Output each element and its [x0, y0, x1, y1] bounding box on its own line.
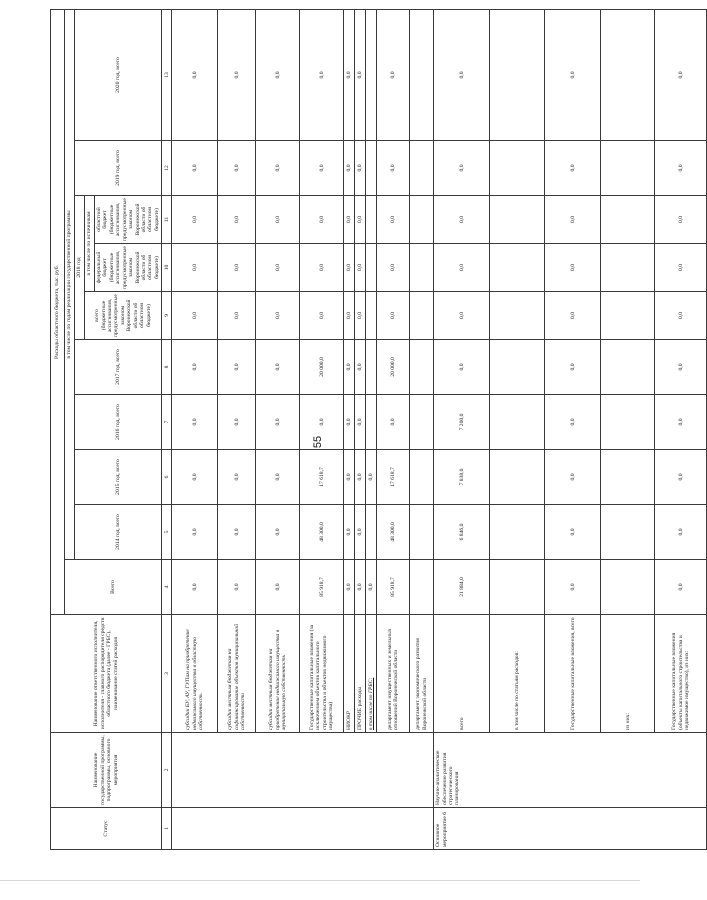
value-2015: 0,0	[256, 450, 300, 505]
value-2018-regional: 0,0	[355, 196, 366, 244]
value-total: 0,0	[218, 560, 256, 615]
value-2016: 0,0	[256, 395, 300, 450]
value-2018-federal	[366, 244, 377, 292]
value-2019: 0,0	[545, 141, 601, 196]
value-2015	[490, 450, 545, 505]
value-2018-federal: 0,0	[344, 244, 355, 292]
value-2017	[410, 340, 434, 395]
value-2018-federal: 0,0	[172, 244, 218, 292]
value-2016: 0,0	[344, 395, 355, 450]
value-2018-all: 0,0	[256, 292, 300, 340]
row-label: НИОКР	[344, 615, 355, 733]
value-2014: 0,0	[655, 505, 707, 560]
rotated-table-container	[50, 10, 690, 850]
header-2016: 2016 год, всего	[75, 395, 162, 450]
column-number: 11	[162, 196, 172, 244]
program-name-cell: Научно-аналитическое обеспечение развития стратегического планирования	[434, 733, 707, 808]
column-number: 6	[162, 450, 172, 505]
value-total: 0,0	[256, 560, 300, 615]
header-program-name: Наименование государственной программы, подпрограммы, основного мероприятия	[51, 733, 162, 808]
value-2018-all	[490, 292, 545, 340]
value-2015: 0,0	[545, 450, 601, 505]
table-row	[410, 10, 434, 850]
value-total: 0,0	[366, 560, 377, 615]
value-2018-regional: 0,0	[300, 196, 344, 244]
value-total: 0,0	[655, 560, 707, 615]
column-number: 13	[162, 10, 172, 141]
table-row	[256, 10, 300, 850]
value-2016: 7 200,0	[434, 395, 490, 450]
value-2018-regional	[410, 196, 434, 244]
value-2018-federal	[601, 244, 655, 292]
value-2019	[366, 141, 377, 196]
row-label: всего	[434, 615, 490, 733]
column-number: 12	[162, 141, 172, 196]
column-number: 9	[162, 292, 172, 340]
value-2016: 0,0	[300, 395, 344, 450]
value-2018-all: 0,0	[545, 292, 601, 340]
value-2020	[601, 10, 655, 141]
value-2014: 0,0	[355, 505, 366, 560]
value-2014: 0,0	[172, 505, 218, 560]
header-status: Статус	[51, 808, 162, 850]
value-2018-all: 0,0	[300, 292, 344, 340]
value-2014: 48 300,0	[377, 505, 410, 560]
value-2015: 7 838,0	[434, 450, 490, 505]
program-name-cell	[172, 733, 434, 808]
value-2014: 48 300,0	[300, 505, 344, 560]
value-2015: 0,0	[655, 450, 707, 505]
value-2016	[366, 395, 377, 450]
value-2019: 0,0	[256, 141, 300, 196]
value-2014: 0,0	[344, 505, 355, 560]
value-2019: 0,0	[377, 141, 410, 196]
value-2018-regional: 0,0	[545, 196, 601, 244]
value-total: 0,0	[355, 560, 366, 615]
table-row	[434, 10, 490, 850]
value-2018-regional	[366, 196, 377, 244]
header-total: Всего	[65, 560, 162, 615]
table-row	[355, 10, 366, 850]
value-total: 85 918,7	[377, 560, 410, 615]
value-2017	[490, 340, 545, 395]
value-2015	[410, 450, 434, 505]
value-2014	[490, 505, 545, 560]
header-2015: 2015 год, всего	[75, 450, 162, 505]
row-label: в том числе по ГРБС:	[366, 615, 377, 733]
column-number: 7	[162, 395, 172, 450]
value-2016: 0,0	[655, 395, 707, 450]
value-2020	[490, 10, 545, 141]
table-row	[377, 10, 410, 850]
value-2018-federal: 0,0	[545, 244, 601, 292]
row-label: департамент экономического развития Воронежской области	[410, 615, 434, 733]
page-number: 55	[312, 435, 324, 449]
table-row	[300, 10, 344, 850]
value-2014	[410, 505, 434, 560]
header-2017: 2017 год, всего	[75, 340, 162, 395]
value-2015: 0,0	[344, 450, 355, 505]
row-label: Государственные капитальные вложения (объекты капитального строительства и недвижимое имущество), из них:	[655, 615, 707, 733]
value-2018-federal: 0,0	[256, 244, 300, 292]
table-row	[172, 10, 218, 850]
column-number: 4	[162, 560, 172, 615]
value-2019: 0,0	[218, 141, 256, 196]
table-row	[545, 10, 601, 850]
value-2018-federal: 0,0	[355, 244, 366, 292]
row-label: субсидии местным бюджетам на приобретение недвижимого имущества в муниципальную собственность	[256, 615, 300, 733]
value-2014	[366, 505, 377, 560]
value-2020: 0,0	[300, 10, 344, 141]
row-label: Государственные капитальные вложения (за исключением объектов капитального строительства и объектов недвижимого имущества)	[300, 615, 344, 733]
header-2019: 2019 год, всего	[75, 141, 162, 196]
column-number: 5	[162, 505, 172, 560]
row-label: субсидии местным бюджетам на софинансирование объектов муниципальной собственности	[218, 615, 256, 733]
row-label: Государственные капитальные вложения, всего	[545, 615, 601, 733]
value-2020: 0,0	[355, 10, 366, 141]
value-2017: 0,0	[655, 340, 707, 395]
value-2018-all: 0,0	[344, 292, 355, 340]
value-2018-all	[601, 292, 655, 340]
value-2019: 0,0	[172, 141, 218, 196]
value-2018-regional: 0,0	[377, 196, 410, 244]
header-by-years: в том числе по годам реализации государственной программы	[65, 10, 75, 560]
value-2019: 0,0	[355, 141, 366, 196]
table-row	[655, 10, 707, 850]
value-2015: 17 618,7	[377, 450, 410, 505]
value-2014: 6 846,0	[434, 505, 490, 560]
column-number-row	[162, 10, 172, 850]
value-2015: 0,0	[355, 450, 366, 505]
value-2018-all	[410, 292, 434, 340]
footer-divider	[0, 880, 640, 881]
value-2020: 0,0	[256, 10, 300, 141]
value-2018-regional: 0,0	[434, 196, 490, 244]
table-row	[601, 10, 655, 850]
column-number: 1	[162, 808, 172, 850]
header-executor: Наименование ответственного исполнителя, исполнителя - главного распорядителя средств областного бюджета (далее - ГРБС), наименование статей расходов	[51, 615, 162, 733]
row-label: из них:	[601, 615, 655, 733]
value-2017: 20 000,0	[300, 340, 344, 395]
value-total	[490, 560, 545, 615]
value-total: 0,0	[545, 560, 601, 615]
value-2019	[490, 141, 545, 196]
value-2018-all: 0,0	[355, 292, 366, 340]
value-2018-all: 0,0	[655, 292, 707, 340]
table-row	[366, 10, 377, 850]
value-2018-all	[366, 292, 377, 340]
value-2018-federal	[490, 244, 545, 292]
header-2014: 2014 год, всего	[75, 505, 162, 560]
header-2018-all: всего (бюджетные ассигнования, предусмотренные законом Воронежской области об областном бюджете)	[85, 292, 162, 340]
value-2018-federal: 0,0	[300, 244, 344, 292]
value-2017	[366, 340, 377, 395]
table-row	[490, 10, 545, 850]
value-2020: 0,0	[434, 10, 490, 141]
value-2018-regional: 0,0	[172, 196, 218, 244]
column-number: 8	[162, 340, 172, 395]
value-total: 0,0	[344, 560, 355, 615]
value-2018-federal: 0,0	[377, 244, 410, 292]
value-2018-all: 0,0	[218, 292, 256, 340]
value-2015: 17 618,7	[300, 450, 344, 505]
value-2018-regional: 0,0	[655, 196, 707, 244]
value-2018-federal	[410, 244, 434, 292]
value-2018-regional	[601, 196, 655, 244]
value-2015	[601, 450, 655, 505]
value-2020: 0,0	[172, 10, 218, 141]
value-2014: 0,0	[256, 505, 300, 560]
value-2017: 0,0	[545, 340, 601, 395]
value-2019: 0,0	[655, 141, 707, 196]
header-federal: федеральный бюджет (бюджетные ассигнования, предусмотренные законом Воронежской области об областном бюджете)	[95, 244, 162, 292]
value-2019	[601, 141, 655, 196]
column-number: 10	[162, 244, 172, 292]
row-label: в том числе по статьям расходов:	[490, 615, 545, 733]
value-2018-regional: 0,0	[218, 196, 256, 244]
status-cell: Основное мероприятие 6	[434, 808, 707, 850]
value-2014	[601, 505, 655, 560]
value-2015: 0,0	[218, 450, 256, 505]
row-label: ПРОЧИЕ расходы	[355, 615, 366, 733]
value-total: 85 918,7	[300, 560, 344, 615]
value-2017: 0,0	[172, 340, 218, 395]
value-2020	[366, 10, 377, 141]
value-2019: 0,0	[434, 141, 490, 196]
value-2017: 0,0	[344, 340, 355, 395]
value-2020: 0,0	[377, 10, 410, 141]
row-label: субсидии БУ, АУ, ГУПам на приобретение недвижимого имущества в областную собственность	[172, 615, 218, 733]
column-number: 3	[162, 615, 172, 733]
row-label: департамент имущественных и земельных отношений Воронежской области	[377, 615, 410, 733]
value-2016: 0,0	[377, 395, 410, 450]
value-2020: 0,0	[218, 10, 256, 141]
value-2017: 0,0	[218, 340, 256, 395]
value-2016: 0,0	[355, 395, 366, 450]
value-2019	[410, 141, 434, 196]
value-2019: 0,0	[300, 141, 344, 196]
value-2014: 0,0	[545, 505, 601, 560]
value-2017: 0,0	[256, 340, 300, 395]
header-regional: областной бюджет (бюджетные ассигнования, предусмотренные законом Воронежской области об областном бюджете)	[95, 196, 162, 244]
header-expenses: Расходы областного бюджета, тыс. руб.	[51, 10, 65, 615]
value-2018-all: 0,0	[434, 292, 490, 340]
value-total	[601, 560, 655, 615]
header-2020: 2020 год, всего	[75, 10, 162, 141]
value-total: 21 884,0	[434, 560, 490, 615]
value-2016	[601, 395, 655, 450]
value-2014: 0,0	[218, 505, 256, 560]
column-number: 2	[162, 733, 172, 808]
status-cell	[172, 808, 434, 850]
value-2015: 0,0	[172, 450, 218, 505]
value-2016	[490, 395, 545, 450]
value-2017: 0,0	[434, 340, 490, 395]
value-2016: 0,0	[218, 395, 256, 450]
table-row	[218, 10, 256, 850]
value-2018-federal: 0,0	[655, 244, 707, 292]
value-2017	[601, 340, 655, 395]
value-2016: 0,0	[545, 395, 601, 450]
value-2018-regional	[490, 196, 545, 244]
budget-table	[50, 9, 707, 850]
value-2020: 0,0	[344, 10, 355, 141]
value-2020	[410, 10, 434, 141]
value-2015: 0,0	[366, 450, 377, 505]
value-2018-regional: 0,0	[344, 196, 355, 244]
header-by-sources: в том числе по источникам	[85, 196, 95, 292]
value-2018-federal: 0,0	[218, 244, 256, 292]
value-2018-all: 0,0	[377, 292, 410, 340]
value-2016: 0,0	[172, 395, 218, 450]
header-2018: 2018 год	[75, 196, 85, 340]
value-2018-all: 0,0	[172, 292, 218, 340]
value-2020: 0,0	[545, 10, 601, 141]
value-2016	[410, 395, 434, 450]
value-2017: 20 000,0	[377, 340, 410, 395]
value-2019: 0,0	[344, 141, 355, 196]
value-2018-federal: 0,0	[434, 244, 490, 292]
value-total: 0,0	[172, 560, 218, 615]
value-2018-regional: 0,0	[256, 196, 300, 244]
value-2017: 0,0	[355, 340, 366, 395]
table-row	[344, 10, 355, 850]
value-total	[410, 560, 434, 615]
value-2020: 0,0	[655, 10, 707, 141]
